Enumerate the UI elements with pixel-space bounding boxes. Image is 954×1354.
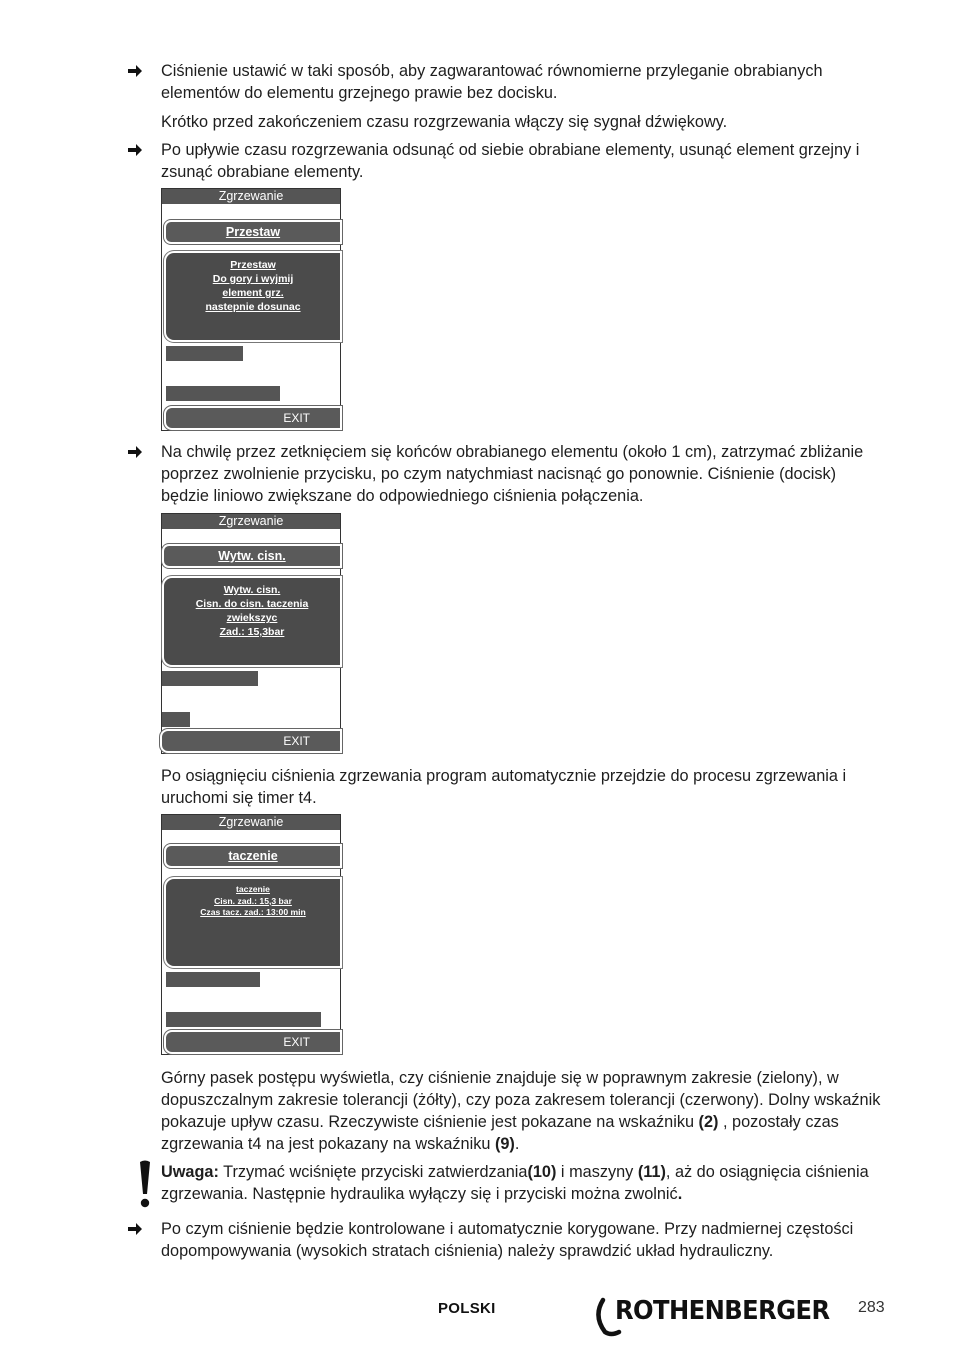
arrow-right-icon xyxy=(127,1218,143,1240)
screen-message-box xyxy=(166,879,340,966)
message-line: zwiekszyc xyxy=(226,612,278,624)
screen-title: Zgrzewanie xyxy=(162,189,340,204)
message-line: nastepnie dosunac xyxy=(205,301,301,313)
arrow-right-icon xyxy=(127,441,143,463)
device-screen-3 xyxy=(161,814,341,1055)
screen-tab: taczenie xyxy=(166,846,340,866)
paragraph-timer: Po osiągnięciu ciśnienia zgrzewania program automatycznie przejdzie do procesu zgrzewania i uruchomi się timer t4. xyxy=(161,767,847,807)
paragraph-approach: Na chwilę przez zetknięciem się końców obrabianego elementu (około 1 cm), zatrzymać zbliżanie poprzez zwolnienie przycisku, po czym natychmiast nacisnąć go ponownie. Ciśnienie (docisk) będzie liniowo zwiększane do odpowiedniego ciśnienia połączenia. xyxy=(161,443,864,505)
message-line: element grz. xyxy=(222,287,284,299)
screen-tab: Przestaw xyxy=(166,222,340,242)
screen-title: Zgrzewanie xyxy=(162,514,340,529)
paragraph-separate: Po upływie czasu rozgrzewania odsunąć od siebie obrabiane elementy, usunąć element grzejny i zsunąć obrabiane elementy. xyxy=(161,141,860,181)
screen-tab: Wytw. cisn. xyxy=(164,546,340,566)
device-screen-1 xyxy=(161,188,341,431)
page-number: 283 xyxy=(858,1299,885,1316)
screen-message-box xyxy=(164,578,340,665)
message-line: Cisn. zad.: 15,3 bar xyxy=(214,895,292,906)
exclamation-icon xyxy=(137,1160,153,1215)
message-line: Zad.: 15,3bar xyxy=(219,626,285,638)
time-progress-bar xyxy=(166,386,280,401)
paragraph-pressure-set: Ciśnienie ustawić w taki sposób, aby zagwarantować równomierne przyleganie obrabianych elementów do elementu grzejnego prawie bez docisku. xyxy=(161,62,823,102)
screen-message-box xyxy=(166,253,340,340)
arrow-right-icon xyxy=(127,60,143,82)
paragraph-pressure-control: Po czym ciśnienie będzie kontrolowane i automatycznie korygowane. Przy nadmiernej częstości dopompowywania (wysokich stratach ciśnienia) należy sprawdzić układ hydrauliczny. xyxy=(161,1220,854,1260)
message-line: Do gory i wyjmij xyxy=(212,273,294,285)
exit-button[interactable]: EXIT xyxy=(166,408,340,428)
screen-title: Zgrzewanie xyxy=(162,815,340,830)
rothenberger-logo xyxy=(593,1292,835,1338)
message-line: Wytw. cisn. xyxy=(223,584,281,596)
device-screen-2 xyxy=(161,513,341,754)
pressure-progress-bar xyxy=(166,972,260,987)
brand-name: ROTHENBERGER xyxy=(615,1296,830,1326)
message-line: Czas tacz. zad.: 13:00 min xyxy=(200,907,306,917)
time-progress-bar xyxy=(166,1012,321,1027)
message-line: taczenie xyxy=(236,884,270,894)
exit-button[interactable]: EXIT xyxy=(166,1032,340,1052)
time-progress-bar xyxy=(162,712,190,727)
footer-language: POLSKI xyxy=(438,1300,496,1317)
exit-button[interactable]: EXIT xyxy=(162,731,340,751)
paragraph-progress-description: Górny pasek postępu wyświetla, czy ciśnienie znajduje się w poprawnym zakresie (zielony), w dopuszczalnym zakresie tolerancji (żółty), czy poza zakresem tolerancji (czerwony). Dolny wskaźnik pokazuje upływ czasu. Rzeczywiste ciśnienie jest pokazane na wskaźniku (2) , pozostały czas zgrzewania t4 na jest pokazany na wskaźniku (9). xyxy=(161,1069,881,1153)
note-warning: Uwaga: Trzymać wciśnięte przyciski zatwierdzania(10) i maszyny (11), aż do osiągnięcia ciśnienia zgrzewania. Następnie hydraulika wyłączy się i przyciski można zwolnić. xyxy=(161,1163,869,1203)
message-line: Przestaw xyxy=(230,259,276,271)
paragraph-signal: Krótko przed zakończeniem czasu rozgrzewania włączy się sygnał dźwiękowy. xyxy=(161,113,728,131)
arrow-right-icon xyxy=(127,139,143,161)
message-line: Cisn. do cisn. taczenia xyxy=(195,598,309,610)
pressure-progress-bar xyxy=(166,346,243,361)
pressure-progress-bar xyxy=(162,671,258,686)
